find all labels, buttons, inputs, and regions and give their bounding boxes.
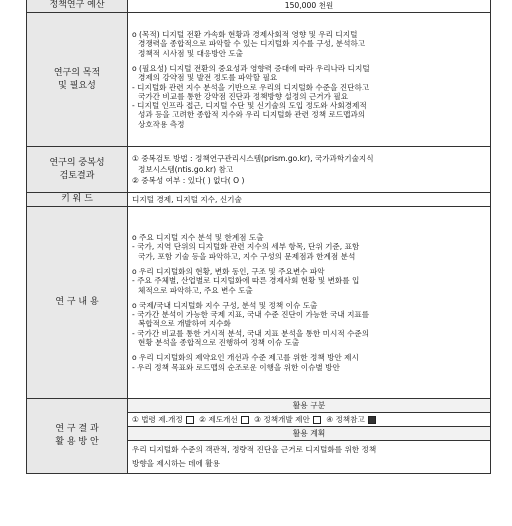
purpose-line: 경쟁력을 종합적으로 파악할 수 있는 디지털화 지수를 구성, 분석하고: [138, 39, 366, 49]
plan-line: 방향을 제시하는 데에 활용: [132, 459, 220, 468]
utilization-label: [27, 399, 128, 474]
keywords-label: 키 워 드: [27, 193, 128, 207]
content-line: - 국가간 비교를 통한 거시적 분석, 국내 지표 분석을 통한 미시적 수준의: [132, 328, 370, 338]
content-line: o 주요 디지털 지수 분석 및 한계점 도출: [132, 233, 264, 243]
utilization-label-line-1: 연 구 결 과: [55, 424, 99, 434]
review-label: [27, 147, 128, 193]
necessity-line: - 디지털화 관련 지수 분석을 기반으로 우리의 디지털화 수준을 진단하고: [132, 82, 370, 92]
utilization-label-line-2: 활 용 방 안: [55, 437, 99, 447]
content-line: 복합적으로 개발하여 지수화: [138, 319, 231, 329]
necessity-line: - 디지털 인프라 접근, 디지털 수단 및 신기술의 도입 정도와 사회경제적: [132, 101, 367, 111]
checkbox[interactable]: [241, 416, 249, 424]
checkbox-checked[interactable]: [368, 416, 376, 424]
review-content: [128, 147, 491, 193]
review-line: ① 중복검토 방법 : 정책연구관리시스템(prism.go.kr), 국가과학기술지식: [132, 154, 374, 163]
content-line: o 우리 디지털화의 제약요인 개선과 수준 제고를 위한 정책 방안 제시: [132, 353, 359, 363]
necessity-line: 성과 등을 고려한 종합적 지수와 우리 디지털화 관련 정책 로드맵과의: [138, 110, 366, 120]
keywords-row: [27, 193, 491, 207]
utilization-options: [128, 413, 490, 427]
review-label-line-2: 검토결과: [59, 170, 95, 181]
budget-row: [27, 0, 491, 13]
option-label: ② 제도개선: [199, 415, 238, 424]
content-line: - 주요 주체별, 산업별로 디지털화에 따른 경제사회 현황 및 변화를 입: [132, 276, 360, 286]
checkbox[interactable]: [313, 416, 321, 424]
content-line: 현황 분석을 종합적으로 진행하여 정책 이슈 도출: [138, 338, 300, 348]
utilization-plan-header: 활용 계획: [128, 427, 490, 441]
budget-value: 150,000 천원: [128, 0, 491, 13]
content-label: 연 구 내 용: [27, 207, 128, 399]
purpose-label: [27, 13, 128, 147]
purpose-content: [128, 13, 491, 147]
checkbox[interactable]: [186, 416, 194, 424]
purpose-label-line-1: 연구의 목적: [53, 67, 101, 78]
option-label: ③ 정책개발 제안: [254, 415, 310, 424]
budget-label: 정책연구 예산: [27, 0, 128, 13]
content-line: 국가, 포함 기술 등을 파악하고, 지수 구성의 문제점과 한계점 분석: [138, 251, 356, 261]
review-line: 정보시스템(ntis.go.kr) 참고: [138, 165, 234, 174]
content-line: 체적으로 파악하고, 주요 변수 도출: [138, 285, 253, 295]
content-line: - 우리 정책 목표와 로드맵의 순조로운 이행을 위한 이슈별 방안: [132, 362, 340, 372]
summary-table: [26, 0, 491, 474]
purpose-line: 정책적 시사점 및 대응방안 도출: [138, 48, 244, 58]
purpose-label-line-2: 및 필요성: [58, 80, 96, 91]
utilization-plan: [128, 441, 490, 474]
purpose-row: [27, 13, 491, 147]
necessity-line: 국가간 비교를 통한 강약점 진단과 정책방향 설정의 근거가 필요: [138, 91, 349, 101]
content-row: [27, 207, 491, 399]
review-row: [27, 147, 491, 193]
content-line: - 국가, 지역 단위의 디지털화 관련 지수의 세부 항목, 단위 기준, 표함: [132, 242, 360, 252]
utilization-category-header: 활용 구분: [128, 399, 490, 413]
option-label: ④ 정책참고: [326, 415, 365, 424]
necessity-line: 경제의 강약점 및 발전 정도를 파악할 필요: [138, 73, 278, 83]
research-summary-form: [26, 0, 490, 474]
utilization-row: [27, 399, 491, 474]
option-label: ① 법령 제.개정: [132, 415, 183, 424]
content-line: o 국제/국내 디지털화 지수 구성, 분석 및 정책 이슈 도출: [132, 300, 318, 310]
review-label-line-1: 연구의 중복성: [49, 157, 105, 168]
content-body: [128, 207, 491, 399]
content-line: o 우리 디지털화의 현황, 변화 동인, 구조 및 주요변수 파악: [132, 266, 325, 276]
keywords-value: 디지털 경제, 디지털 지수, 신기술: [128, 193, 491, 207]
necessity-line: 상호작용 측정: [138, 119, 185, 129]
utilization-cell: [128, 399, 491, 474]
purpose-line: o (목적) 디지털 전환 가속화 현황과 경제사회적 영향 및 우리 디지털: [132, 30, 358, 40]
plan-line: 우리 디지털화 수준의 객관적, 정량적 진단을 근거로 디지털화를 위한 정책: [132, 445, 377, 454]
necessity-line: o (필요성) 디지털 전환의 중요성과 영향력 증대에 따라 우리나라 디지털: [132, 63, 370, 73]
utilization-subtable: [128, 399, 490, 473]
content-line: - 국가간 분석이 가능한 국제 지표, 국내 수준 진단이 가능한 국내 지표를: [132, 310, 370, 320]
review-line: ② 중복성 여부 : 있다( ) 없다( O ): [132, 176, 245, 185]
